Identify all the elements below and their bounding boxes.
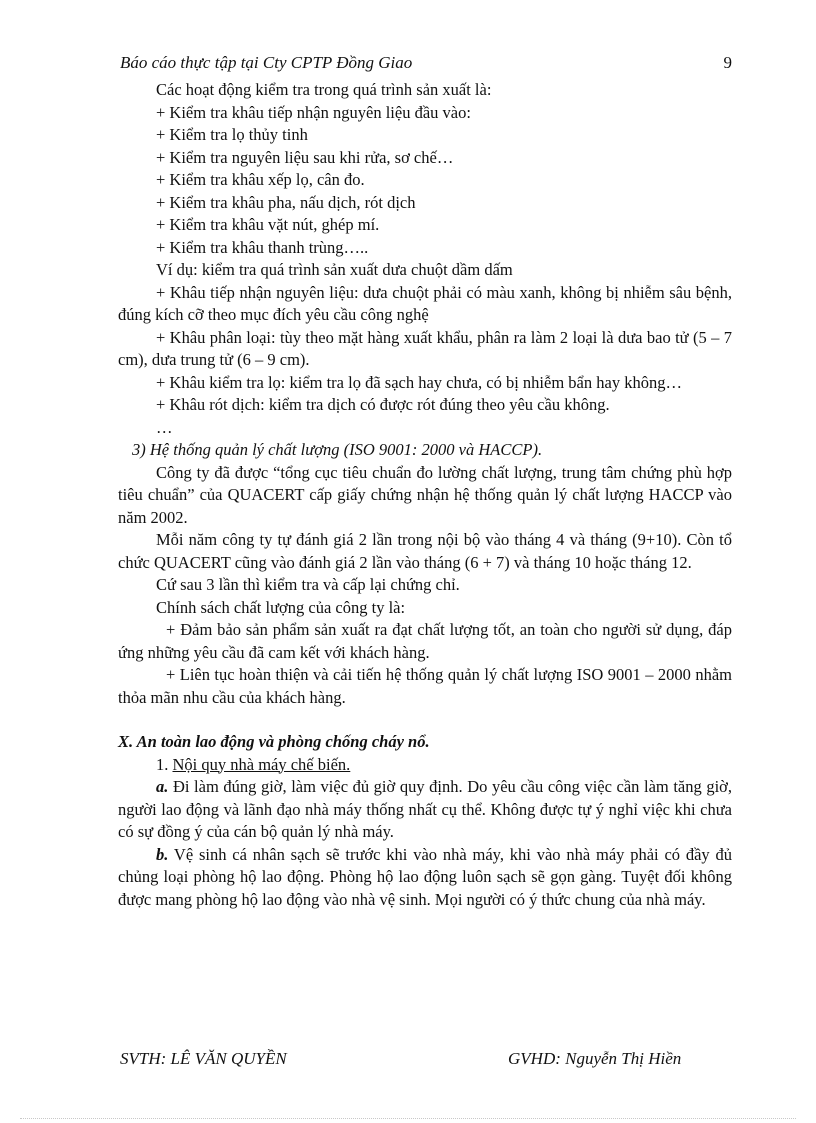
rule-b bbox=[118, 844, 732, 912]
policy-item: + Đảm bảo sản phẩm sản xuất ra đạt chất lượng tốt, an toàn cho người sử dụng, đáp ứng những yêu cầu đã cam kết với khách hàng. bbox=[118, 620, 732, 662]
rule-a bbox=[118, 776, 732, 844]
policy-item: + Liên tục hoàn thiện và cải tiến hệ thống quản lý chất lượng ISO 9001 – 2000 nhằm thỏa mãn nhu cầu của khách hàng. bbox=[118, 665, 732, 707]
rule-a-text: Đi làm đúng giờ, làm việc đủ giờ quy định. Do yêu cầu công việc cần làm tăng giờ, người lao động và lãnh đạo nhà máy thống nhất cụ thể. Không được tự ý nghỉ việc khi chưa có sự đồng ý của cán bộ quản lý nhà máy. bbox=[118, 777, 733, 841]
check-item: + Kiểm tra khâu tiếp nhận nguyên liệu đầu vào: bbox=[156, 102, 471, 122]
document-body bbox=[118, 79, 732, 911]
check-item: + Kiểm tra khâu xếp lọ, cân đo. bbox=[156, 170, 365, 189]
intro-line: Các hoạt động kiểm tra trong quá trình sản xuất là: bbox=[156, 80, 492, 99]
rule-b-label: b. bbox=[156, 844, 169, 864]
page-footer bbox=[120, 1049, 732, 1069]
check-item: + Kiểm tra khâu vặt nút, ghép mí. bbox=[156, 215, 380, 234]
subsection-number: 1. bbox=[156, 754, 169, 774]
page-number: 9 bbox=[723, 53, 732, 72]
page-header bbox=[120, 53, 732, 73]
page-edge-dotted-line bbox=[20, 1118, 796, 1119]
footer-advisor: GVHD: Nguyễn Thị Hiền bbox=[508, 1049, 682, 1068]
header-title: Báo cáo thực tập tại Cty CPTP Đồng Giao bbox=[120, 53, 413, 72]
rule-a-label: a. bbox=[156, 777, 169, 796]
check-item: + Kiểm tra lọ thủy tinh bbox=[156, 125, 308, 144]
paragraph: Chính sách chất lượng của công ty là: bbox=[156, 597, 406, 617]
paragraph: Cứ sau 3 lần thì kiểm tra và cấp lại chứng chỉ. bbox=[156, 575, 460, 594]
ellipsis-line: … bbox=[156, 417, 173, 437]
footer-student: SVTH: LÊ VĂN QUYỀN bbox=[120, 1049, 287, 1068]
example-line: Ví dụ: kiểm tra quá trình sản xuất dưa chuột dầm dấm bbox=[156, 260, 513, 279]
check-item: + Kiểm tra khâu pha, nấu dịch, rót dịch bbox=[156, 192, 416, 212]
paragraph: Mỗi năm công ty tự đánh giá 2 lần trong nội bộ vào tháng 4 và tháng (9+10). Còn tổ chức QUACERT cũng vào đánh giá 2 lần vào tháng (6 + 7) và tháng 10 hoặc tháng 12. bbox=[118, 530, 732, 572]
example-item: + Khâu kiểm tra lọ: kiểm tra lọ đã sạch hay chưa, có bị nhiễm bẩn hay không… bbox=[156, 372, 682, 392]
subsection-title: Nội quy nhà máy chế biến. bbox=[172, 754, 351, 774]
rule-b-text: Vệ sinh cá nhân sạch sẽ trước khi vào nhà máy, khi vào nhà máy phải có đầy đủ chủng loại phòng hộ lao động. Phòng hộ lao động luôn sạch sẽ gọn gàng. Tuyệt đối không được mang phòng hộ lao động vào nhà vệ sinh. Mọi người có ý thức chung của nhà máy. bbox=[118, 844, 733, 909]
example-item: + Khâu rót dịch: kiểm tra dịch có được rót đúng theo yêu cầu không. bbox=[156, 395, 610, 414]
example-item: + Khâu phân loại: tùy theo mặt hàng xuất khẩu, phân ra làm 2 loại là dưa bao tử (5 – 7 cm), dưa trung tử (6 – 9 cm). bbox=[118, 327, 732, 369]
subsection-heading bbox=[118, 754, 732, 777]
paragraph: Công ty đã được “tổng cục tiêu chuẩn đo lường chất lượng, trung tâm chứng phù hợp tiêu chuẩn” của QUACERT cấp giấy chứng nhận hệ thống quản lý chất lượng HACCP vào năm 2002. bbox=[118, 462, 732, 527]
check-item: + Kiểm tra nguyên liệu sau khi rửa, sơ chế… bbox=[156, 147, 454, 167]
section-x-heading: X. An toàn lao động và phòng chống cháy nổ. bbox=[118, 732, 430, 751]
example-item: + Khâu tiếp nhận nguyên liệu: dưa chuột phải có màu xanh, không bị nhiễm sâu bệnh, đúng kích cỡ theo mục đích yêu cầu công nghệ bbox=[118, 282, 732, 324]
check-item: + Kiểm tra khâu thanh trùng….. bbox=[156, 237, 369, 257]
section-3-heading: 3) Hệ thống quản lý chất lượng (ISO 9001: 2000 và HACCP). bbox=[132, 440, 543, 459]
